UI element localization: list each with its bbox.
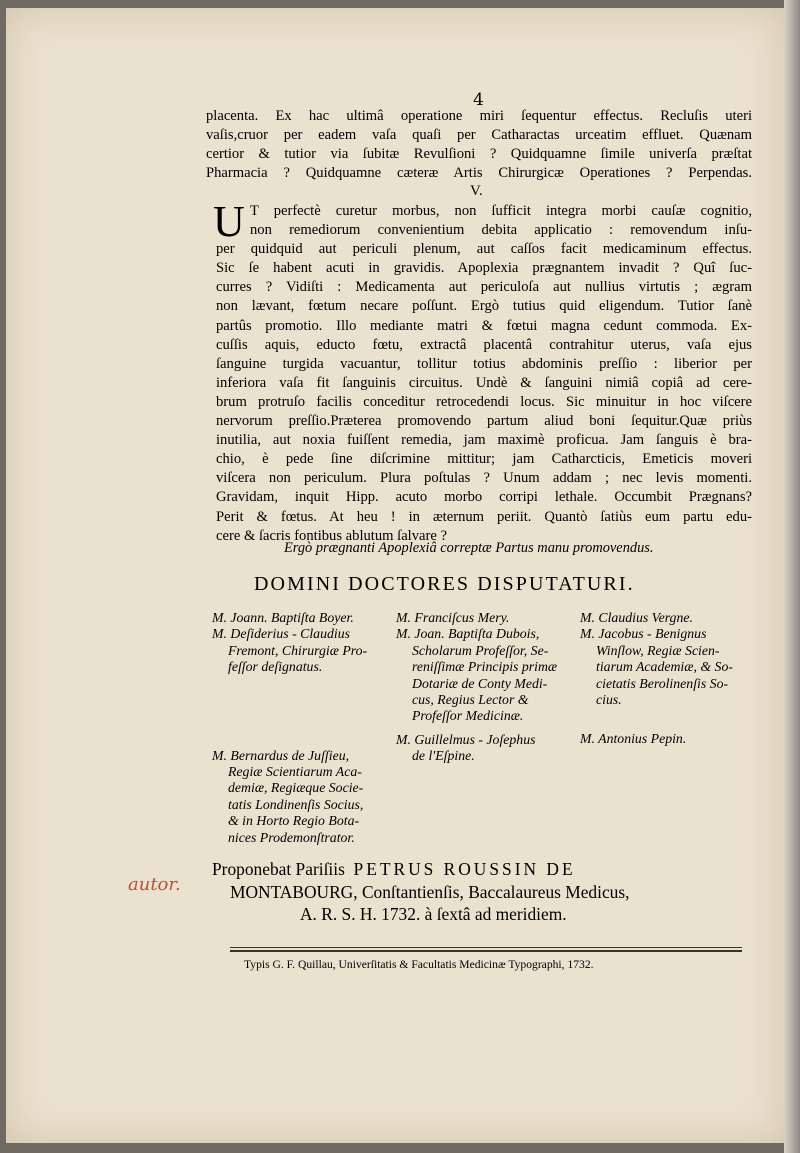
doctor-line: tatis Londinenſis Socius, bbox=[228, 796, 364, 812]
text-line: inferiora vaſa fit ſanguinis circuitus. Undè & ſanguini nimiâ copiâ ad cere- bbox=[216, 374, 752, 391]
printer-imprint: Typis G. F. Quillau, Univerſitatis & Facultatis Medicinæ Typographi, 1732. bbox=[244, 958, 594, 971]
text-line: viſcera non periculum. Plura poſtulas ? Unum addam ; nec levis momenti. bbox=[216, 470, 752, 487]
divider-rule bbox=[230, 947, 742, 948]
doctors-column-3 bbox=[580, 610, 760, 748]
text-line: Sic ſe habent acuti in gravidis. Apoplexia prægnantem invadit ? Quî ſuc- bbox=[216, 260, 752, 277]
text-line: Perit & fœtus. At heu ! in æternum periit. Quantò ſatiùs eum partu edu- bbox=[216, 508, 752, 525]
text-line: non remediorum convenientium debita applicatio : removendum inſu- bbox=[250, 222, 752, 239]
doctor-line: Regiæ Scientiarum Aca- bbox=[228, 764, 362, 780]
divider-rule bbox=[230, 950, 742, 952]
text-line: nervorum preſſio.Præterea promovendo partum aliud boni ſequitur.Quæ priùs bbox=[216, 413, 752, 430]
doctors-column-2 bbox=[396, 610, 576, 765]
proponebat-line-2: MONTABOURG, Conſtantienſis, Baccalaureus Medicus, bbox=[230, 881, 630, 902]
text-line: inutilia, aut noxia fuiſſent remedia, jam maximè proficua. Jam ſanguis è bra- bbox=[216, 432, 752, 449]
doctor-line: M. Franciſcus Mery. bbox=[396, 610, 510, 625]
doctor-entry bbox=[580, 626, 760, 708]
doctors-column-1 bbox=[212, 610, 392, 846]
doctor-entry bbox=[212, 748, 392, 846]
text-line: per quidquid aut periculi plenum, aut caſſos facit medicaminum effectus. bbox=[216, 241, 752, 258]
doctor-line: Dotariæ de Conty Medi- bbox=[412, 675, 548, 691]
text-line: non lævant, fœtum necare poſſunt. Ergò tutius quid eligendum. Tutior ſanè bbox=[216, 298, 752, 315]
text-line: vaſis,cruor per eadem vaſa quaſi per Catharactas urceatim effluet. Quænam bbox=[206, 127, 752, 144]
text-line: Gravidam, inquit Hipp. acuto morbo corripi lethale. Occumbit Prægnans? bbox=[216, 489, 752, 506]
handwritten-annotation: autor. bbox=[128, 874, 181, 895]
proponebat-line-1 bbox=[212, 858, 752, 881]
doctor-line: demiæ, Regiæque Socie- bbox=[228, 780, 364, 796]
doctor-line: de l'Eſpine. bbox=[412, 748, 475, 764]
doctor-line: M. Jacobus - Benignus bbox=[580, 626, 707, 642]
text-line: partûs promotio. Illo mediante matri & fœtui magna cedunt commoda. Ex- bbox=[216, 317, 752, 334]
author-name: PETRUS ROUSSIN DE bbox=[353, 859, 576, 879]
doctor-entry bbox=[580, 731, 760, 747]
proponebat-prefix: Proponebat Pariſiis bbox=[212, 859, 345, 879]
text-line: chio, è pede ſine diſcrimine mittitur; jam Catharcticis, Emeticis moveri bbox=[216, 451, 752, 468]
text-line: certior & tutior via ſubitæ Revulſioni ? Quidquamne ſimile univerſa præſtat bbox=[206, 146, 752, 163]
section-number: V. bbox=[470, 183, 483, 199]
doctor-line: M. Deſiderius - Claudius bbox=[212, 626, 350, 642]
doctor-entry bbox=[396, 610, 576, 626]
doctor-line: Profeſſor Medicinæ. bbox=[412, 708, 524, 724]
doctor-line: cus, Regius Lector & bbox=[412, 692, 529, 708]
doctor-line: reniſſimæ Principis primæ bbox=[412, 659, 558, 675]
paragraph-v bbox=[216, 202, 752, 546]
doctor-entry bbox=[396, 626, 576, 724]
paragraph-iv-tail bbox=[206, 107, 752, 183]
text-line: cere & ſacris fontibus ablutum ſalvare ? bbox=[216, 527, 447, 544]
doctor-entry bbox=[396, 732, 576, 765]
text-line: ſanguine turgida vacuantur, tollitur totius abdominis preſſio : liberior per bbox=[216, 355, 752, 372]
doctor-line: cietatis Berolinenſis So- bbox=[596, 675, 729, 691]
text-line: brum protruſo facilis conceditur retrocedendi locus. Sic minuitur in hoc viſcere bbox=[216, 393, 752, 410]
proponebat-line-3: A. R. S. H. 1732. à ſextâ ad meridiem. bbox=[300, 904, 567, 924]
doctor-line: Scholarum Profeſſor, Se- bbox=[412, 642, 549, 658]
doctor-line: Winſlow, Regiæ Scien- bbox=[596, 642, 720, 658]
doctor-line: feſſor deſignatus. bbox=[228, 659, 323, 675]
doctor-line: cius. bbox=[596, 692, 622, 708]
doctor-line: Fremont, Chirurgiæ Pro- bbox=[228, 642, 368, 658]
conclusion-statement: Ergò prægnanti Apoplexiâ correptæ Partus manu promovendus. bbox=[284, 540, 654, 556]
doctor-line: tiarum Academiæ, & So- bbox=[596, 659, 733, 675]
proponebat-block bbox=[212, 858, 752, 926]
text-line: curres ? Vidiſti : Medicamenta aut periculoſa aut nullius virtutis ; ægram bbox=[216, 279, 752, 296]
text-line: T perfectè curetur morbus, non ſufficit integra morbi cauſæ cognitio, bbox=[250, 203, 752, 219]
doctor-line: M. Claudius Vergne. bbox=[580, 610, 693, 625]
book-spine-edge bbox=[784, 0, 800, 1153]
text-line: cuſſis aquis, educto fœtu, extractâ placentâ contrahitur uterus, vaſa ejus bbox=[216, 336, 752, 353]
doctor-line: nices Prodemonſtrator. bbox=[228, 829, 355, 845]
doctor-line: M. Joann. Baptiſta Boyer. bbox=[212, 610, 354, 625]
doctor-line: M. Antonius Pepin. bbox=[580, 731, 687, 747]
doctor-line: M. Bernardus de Juſſieu, bbox=[212, 747, 350, 763]
page-number: 4 bbox=[473, 90, 484, 110]
doctor-line: & in Horto Regio Bota- bbox=[228, 813, 360, 829]
doctors-heading: DOMINI DOCTORES DISPUTATURI. bbox=[254, 573, 635, 595]
drop-cap: U bbox=[213, 197, 245, 246]
doctor-entry bbox=[212, 610, 392, 626]
doctor-line: M. Guillelmus - Joſephus bbox=[396, 731, 536, 747]
doctor-line: M. Joan. Baptiſta Dubois, bbox=[396, 626, 540, 642]
text-line: Pharmacia ? Quidquamne cæteræ Artis Chirurgicæ Operationes ? Perpendas. bbox=[206, 165, 752, 182]
doctor-entry bbox=[212, 626, 392, 675]
text-line: placenta. Ex hac ultimâ operatione miri ſequentur effectus. Recluſis uteri bbox=[206, 108, 752, 124]
doctor-entry bbox=[580, 610, 760, 626]
